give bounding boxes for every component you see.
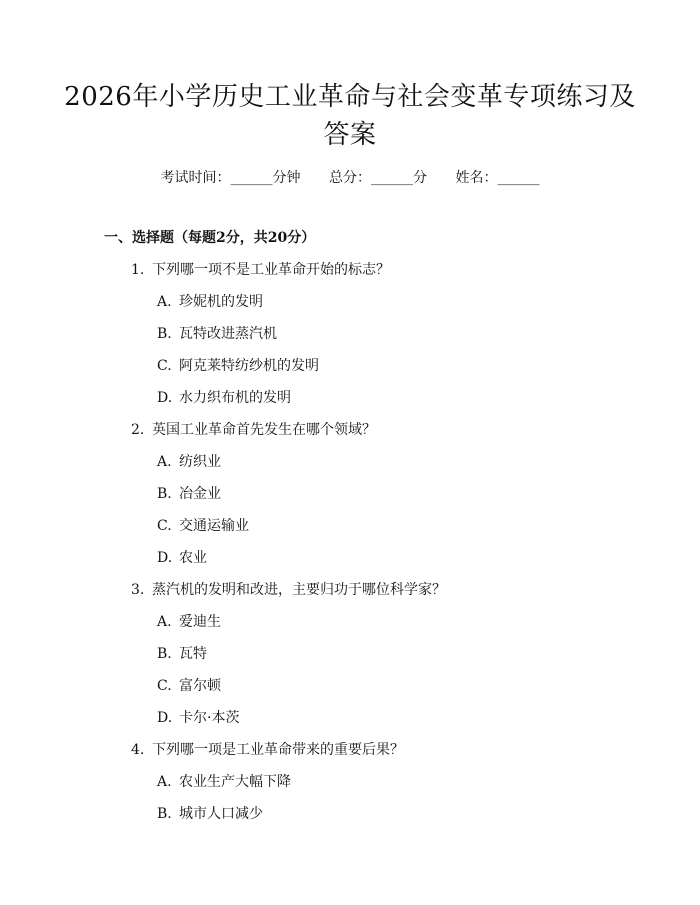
answer-option: [0, 324, 700, 356]
option-text: 农业: [179, 550, 207, 566]
option-letter: B.: [157, 486, 172, 502]
option-letter: D.: [157, 550, 173, 566]
answer-option: [0, 644, 700, 676]
option-text: 富尔顿: [179, 678, 221, 694]
answer-option: [0, 676, 700, 708]
answer-option: [0, 516, 700, 548]
document-title: 2026年小学历史工业革命与社会变革专项练习及答案: [64, 82, 636, 150]
option-text: 水力织布机的发明: [179, 390, 291, 406]
option-text: 阿克莱特纺纱机的发明: [179, 358, 319, 374]
answer-option: [0, 452, 700, 484]
question-number: 4.: [131, 742, 145, 758]
option-letter: C.: [157, 518, 172, 534]
option-text: 爱迪生: [179, 614, 221, 630]
option-letter: A.: [157, 614, 172, 630]
exam-time-field: 考试时间：______分钟: [160, 170, 301, 186]
question-item: [0, 420, 700, 580]
answer-option: [0, 484, 700, 516]
option-text: 农业生产大幅下降: [179, 774, 291, 790]
option-list: [0, 292, 700, 420]
option-text: 冶金业: [179, 486, 221, 502]
question-item: [0, 740, 700, 836]
option-text: 卡尔·本茨: [179, 710, 240, 726]
option-letter: D.: [157, 710, 173, 726]
question-stem: [0, 740, 700, 772]
question-text: 下列哪一项是工业革命带来的重要后果？: [152, 742, 404, 758]
question-stem: [0, 420, 700, 452]
question-list: [0, 260, 700, 836]
question-number: 3.: [131, 582, 145, 598]
option-letter: D.: [157, 390, 173, 406]
option-letter: C.: [157, 678, 172, 694]
option-letter: B.: [157, 806, 172, 822]
name-field: 姓名：______: [455, 170, 540, 186]
option-letter: A.: [157, 454, 172, 470]
option-text: 瓦特改进蒸汽机: [179, 326, 277, 342]
answer-option: [0, 548, 700, 580]
option-text: 瓦特: [179, 646, 207, 662]
question-number: 2.: [131, 422, 145, 438]
exam-info-line: [0, 168, 700, 188]
answer-option: [0, 804, 700, 836]
answer-option: [0, 356, 700, 388]
option-text: 城市人口减少: [179, 806, 263, 822]
answer-option: [0, 292, 700, 324]
question-item: [0, 260, 700, 420]
question-item: [0, 580, 700, 740]
option-list: [0, 452, 700, 580]
answer-option: [0, 772, 700, 804]
question-text: 蒸汽机的发明和改进，主要归功于哪位科学家？: [152, 582, 446, 598]
answer-option: [0, 612, 700, 644]
option-letter: C.: [157, 358, 172, 374]
option-letter: B.: [157, 646, 172, 662]
answer-option: [0, 708, 700, 740]
question-stem: [0, 260, 700, 292]
option-text: 珍妮机的发明: [179, 294, 263, 310]
question-stem: [0, 580, 700, 612]
option-letter: A.: [157, 774, 172, 790]
option-list: [0, 772, 700, 836]
section-heading: 一、选择题（每题2分，共20分）: [104, 230, 316, 246]
option-letter: A.: [157, 294, 172, 310]
option-list: [0, 612, 700, 740]
question-text: 英国工业革命首先发生在哪个领域？: [152, 422, 376, 438]
option-text: 纺织业: [179, 454, 221, 470]
option-text: 交通运输业: [179, 518, 249, 534]
answer-option: [0, 388, 700, 420]
option-letter: B.: [157, 326, 172, 342]
question-text: 下列哪一项不是工业革命开始的标志？: [152, 262, 390, 278]
question-number: 1.: [131, 262, 145, 278]
total-score-field: 总分：______分: [329, 170, 427, 186]
